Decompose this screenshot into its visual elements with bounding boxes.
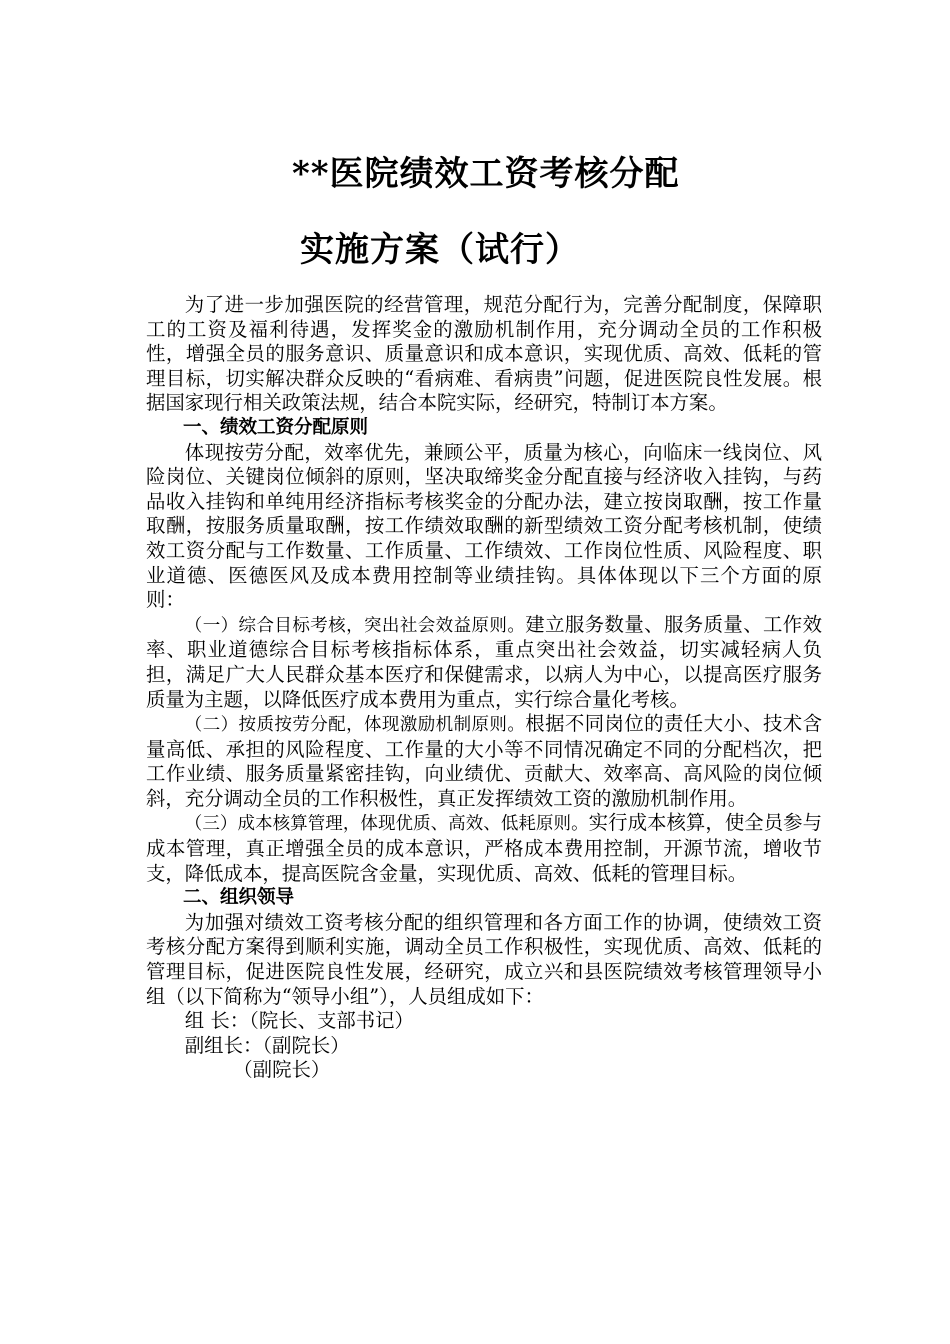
intro-paragraph: 为了进一步加强医院的经营管理，规范分配行为，完善分配制度，保障职工的工资及福利待遇，发挥奖金的激励机制作用，充分调动全员的工作积极性，增强全员的服务意识、质量意识和成本意识，实现优质、高效、低耗的管理目标，切实解决群众反映的“看病难、看病贵”问题，促进医院良性发展。根据国家现行相关政策法规，结合本院实际，经研究，特制订本方案。 [146,293,822,415]
principle-item-3 [146,811,822,886]
section1-paragraph: 体现按劳分配，效率优先，兼顾公平，质量为核心，向临床一线岗位、风险岗位、关键岗位倾斜的原则，坚决取缔奖金分配直接与经济收入挂钩，与药品收入挂钩和单纯用经济指标考核奖金的分配办法，建立按岗取酬，按工作量取酬，按服务质量取酬，按工作绩效取酬的新型绩效工资分配考核机制，使绩效工资分配与工作数量、工作质量、工作绩效、工作岗位性质、风险程度、职业道德、医德医风及成本费用控制等业绩挂钩。具体体现以下三个方面的原则： [146,440,822,612]
principle-item-1-text: 建立服务数量、服务质量、工作效率、职业道德综合目标考核指标体系，重点突出社会效益，切实减轻病人负担，满足广大人民群众基本医疗和保健需求，以病人为中心，以提高医疗服务质量为主题，以降低医疗成本费用为重点，实行综合量化考核。 [146,612,823,711]
document-body [146,293,822,1083]
principle-item-2 [146,712,822,811]
member-deputy-leader: 副组长：（副院长） [184,1033,350,1057]
section1-heading: 一、绩效工资分配原则 [183,416,369,438]
principle-item-2-label: （二）按质按劳分配，体现激励机制原则。 [184,715,526,736]
principle-item-3-label: （三）成本核算管理，体现优质、高效、低耗原则。 [184,814,589,835]
document-title-line2: 实施方案（试行） [300,230,580,270]
principle-item-1-label: （一）综合目标考核，突出社会效益原则。 [184,615,526,636]
section2-heading: 二、组织领导 [183,887,295,909]
document-title-line1: **医院绩效工资考核分配 [292,154,680,194]
member-leader: 组 长：（院长、支部书记） [184,1009,414,1033]
member-deputy-leader-2: （副院长） [233,1058,331,1082]
section2-paragraph: 为加强对绩效工资考核分配的组织管理和各方面工作的协调，使绩效工资考核分配方案得到顺利实施，调动全员工作积极性，实现优质、高效、低耗的管理目标，促进医院良性发展，经研究，成立兴和县医院绩效考核管理领导小组（以下简称为“领导小组”），人员组成如下： [146,910,822,1008]
principle-item-1 [146,613,822,712]
principle-item-2-text: 根据不同岗位的责任大小、技术含量高低、承担的风险程度、工作量的大小等不同情况确定不同的分配档次，把工作业绩、服务质量紧密挂钩，向业绩优、贡献大、效率高、高风险的岗位倾斜，充分调动全员的工作积极性，真正发挥绩效工资的激励机制作用。 [146,712,823,810]
principle-item-3-text: 实行成本核算，使全员参与成本管理，真正增强全员的成本意识，严格成本费用控制，开源节流，增收节支，降低成本，提高医院含金量，实现优质、高效、低耗的管理目标。 [146,811,823,885]
